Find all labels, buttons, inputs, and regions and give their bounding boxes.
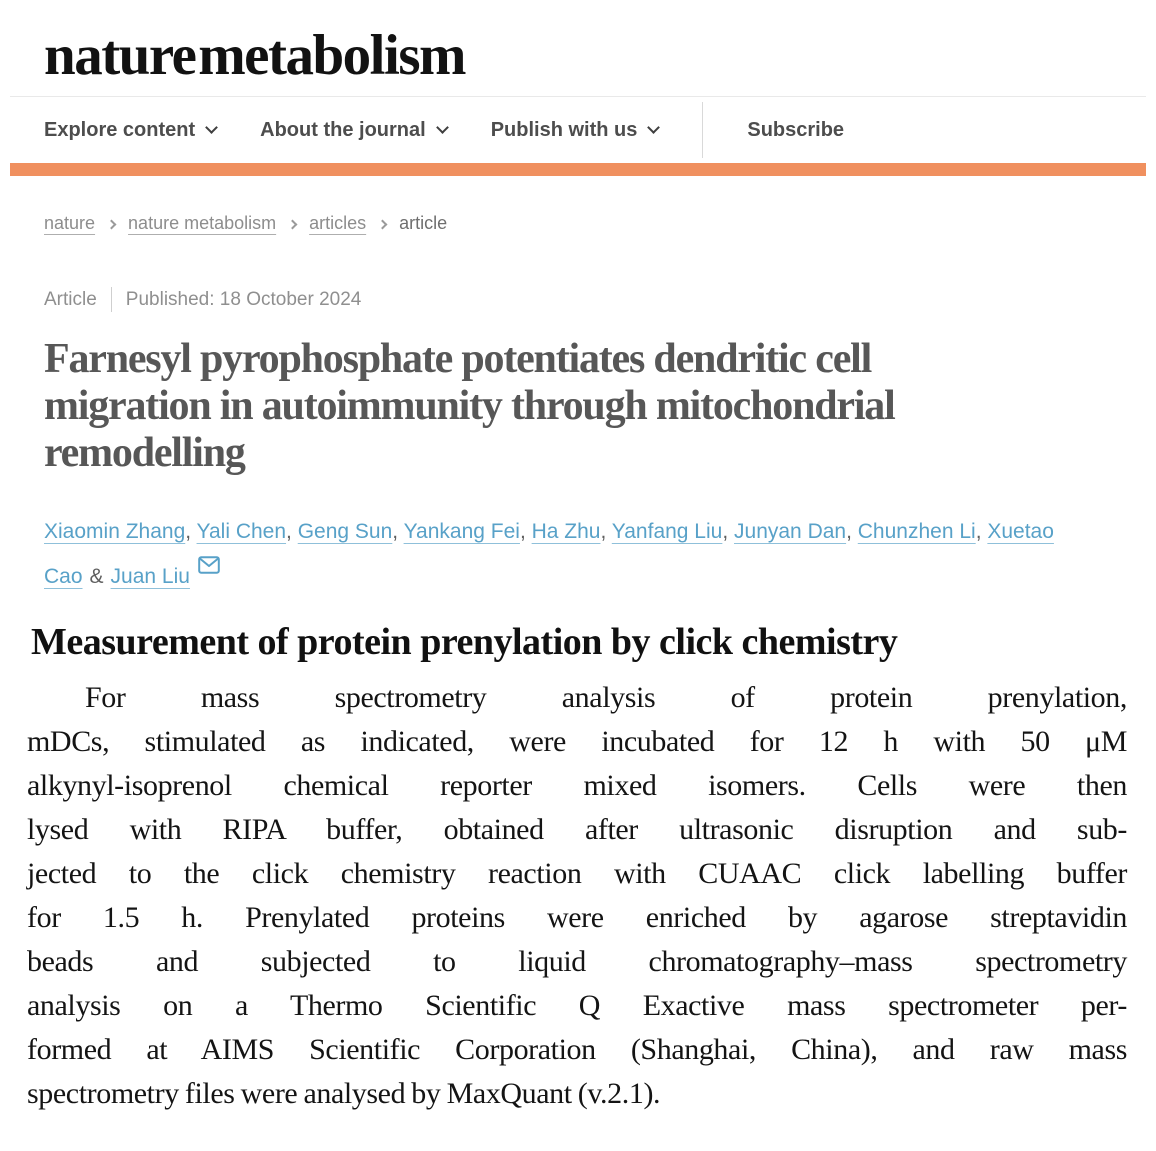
nav-explore-content-label: Explore content [44,118,196,141]
journal-accent-bar [10,163,1146,176]
chevron-down-icon [205,121,218,134]
nav-about-the-journal[interactable] [260,119,447,142]
author-link[interactable]: Ha Zhu [531,520,601,543]
author-link[interactable]: Xuetao Cao [44,520,1054,588]
author-separator: , [722,520,735,543]
paragraph-line: spectrometry files were analysed by MaxQuant (v.2.1). [27,1077,661,1110]
author-ampersand: & [89,565,104,588]
author-link[interactable]: Chunzhen Li [857,520,976,543]
author-link[interactable]: Yali Chen [196,520,287,543]
paragraph-line: mDCs, stimulated as indicated, were incubated for 12 h with 50 μM [27,725,1127,758]
nav-explore-content[interactable] [44,119,216,142]
breadcrumb [44,213,1156,234]
chevron-down-icon [647,121,660,134]
author-link[interactable]: Xiaomin Zhang [44,520,186,543]
article-type-label: Article [44,288,97,310]
nav-divider [702,102,703,158]
nav-publish-with-us[interactable] [491,119,659,142]
methods-heading: Measurement of protein prenylation by click chemistry [31,621,898,663]
paragraph-line: for 1.5 h. Prenylated proteins were enriched by agarose streptavidin [27,901,1127,934]
breadcrumb-link-nature[interactable]: nature [44,213,96,233]
paragraph-line: For mass spectrometry analysis of protein prenylation, [85,681,1127,714]
paragraph-line: jected to the click chemistry reaction with CUAAC click labelling buffer [27,857,1127,890]
methods-paragraph [27,676,1127,1116]
methods-section [0,621,1156,1116]
envelope-icon[interactable] [198,565,220,588]
author-separator: , [392,520,404,543]
site-header [0,0,1156,176]
article-title-line: remodelling [44,430,245,476]
author-separator: , [185,520,197,543]
article-title [44,336,1084,477]
breadcrumb-link-articles[interactable]: articles [309,213,367,233]
paragraph-line: alkynyl-isoprenol chemical reporter mixed isomers. Cells were then [27,769,1127,802]
chevron-down-icon [436,121,449,134]
paragraph-line: formed at AIMS Scientific Corporation (Shanghai, China), and raw mass [27,1033,1127,1066]
chevron-right-icon [288,219,298,229]
article-meta [44,287,1156,312]
nav-publish-with-us-label: Publish with us [490,118,638,141]
breadcrumb-link-nature-metabolism[interactable]: nature metabolism [128,213,277,233]
main-nav [0,97,1156,163]
author-link[interactable]: Yanfang Liu [611,520,723,543]
nav-about-the-journal-label: About the journal [260,118,426,141]
author-separator: , [600,520,612,543]
author-link-corresponding[interactable]: Juan Liu [110,565,190,588]
author-link[interactable]: Geng Sun [297,520,393,543]
journal-logo[interactable]: nature metabolism [44,24,466,87]
article-page [0,213,1156,599]
paragraph-line: analysis on a Thermo Scientific Q Exactive mass spectrometer per- [27,989,1127,1022]
nav-subscribe-label: Subscribe [747,118,845,141]
nav-subscribe[interactable] [747,119,844,142]
published-date: Published: 18 October 2024 [125,288,362,310]
article-title-line: Farnesyl pyrophosphate potentiates dendritic cell [44,336,872,382]
author-link[interactable]: Junyan Dan [734,520,847,543]
paragraph-line: lysed with RIPA buffer, obtained after ultrasonic disruption and sub- [27,813,1127,846]
breadcrumb-current: article [399,213,448,233]
chevron-right-icon [107,219,117,229]
meta-divider [111,287,112,312]
author-separator: , [975,520,988,543]
author-link[interactable]: Yankang Fei [403,520,520,543]
paragraph-line: beads and subjected to liquid chromatography–mass spectrometry [27,945,1127,978]
author-list [44,509,1096,599]
article-title-line: migration in autoimmunity through mitochondrial [44,383,895,429]
author-separator: , [286,520,298,543]
author-separator: , [519,520,532,543]
chevron-right-icon [378,219,388,229]
author-separator: , [846,520,858,543]
